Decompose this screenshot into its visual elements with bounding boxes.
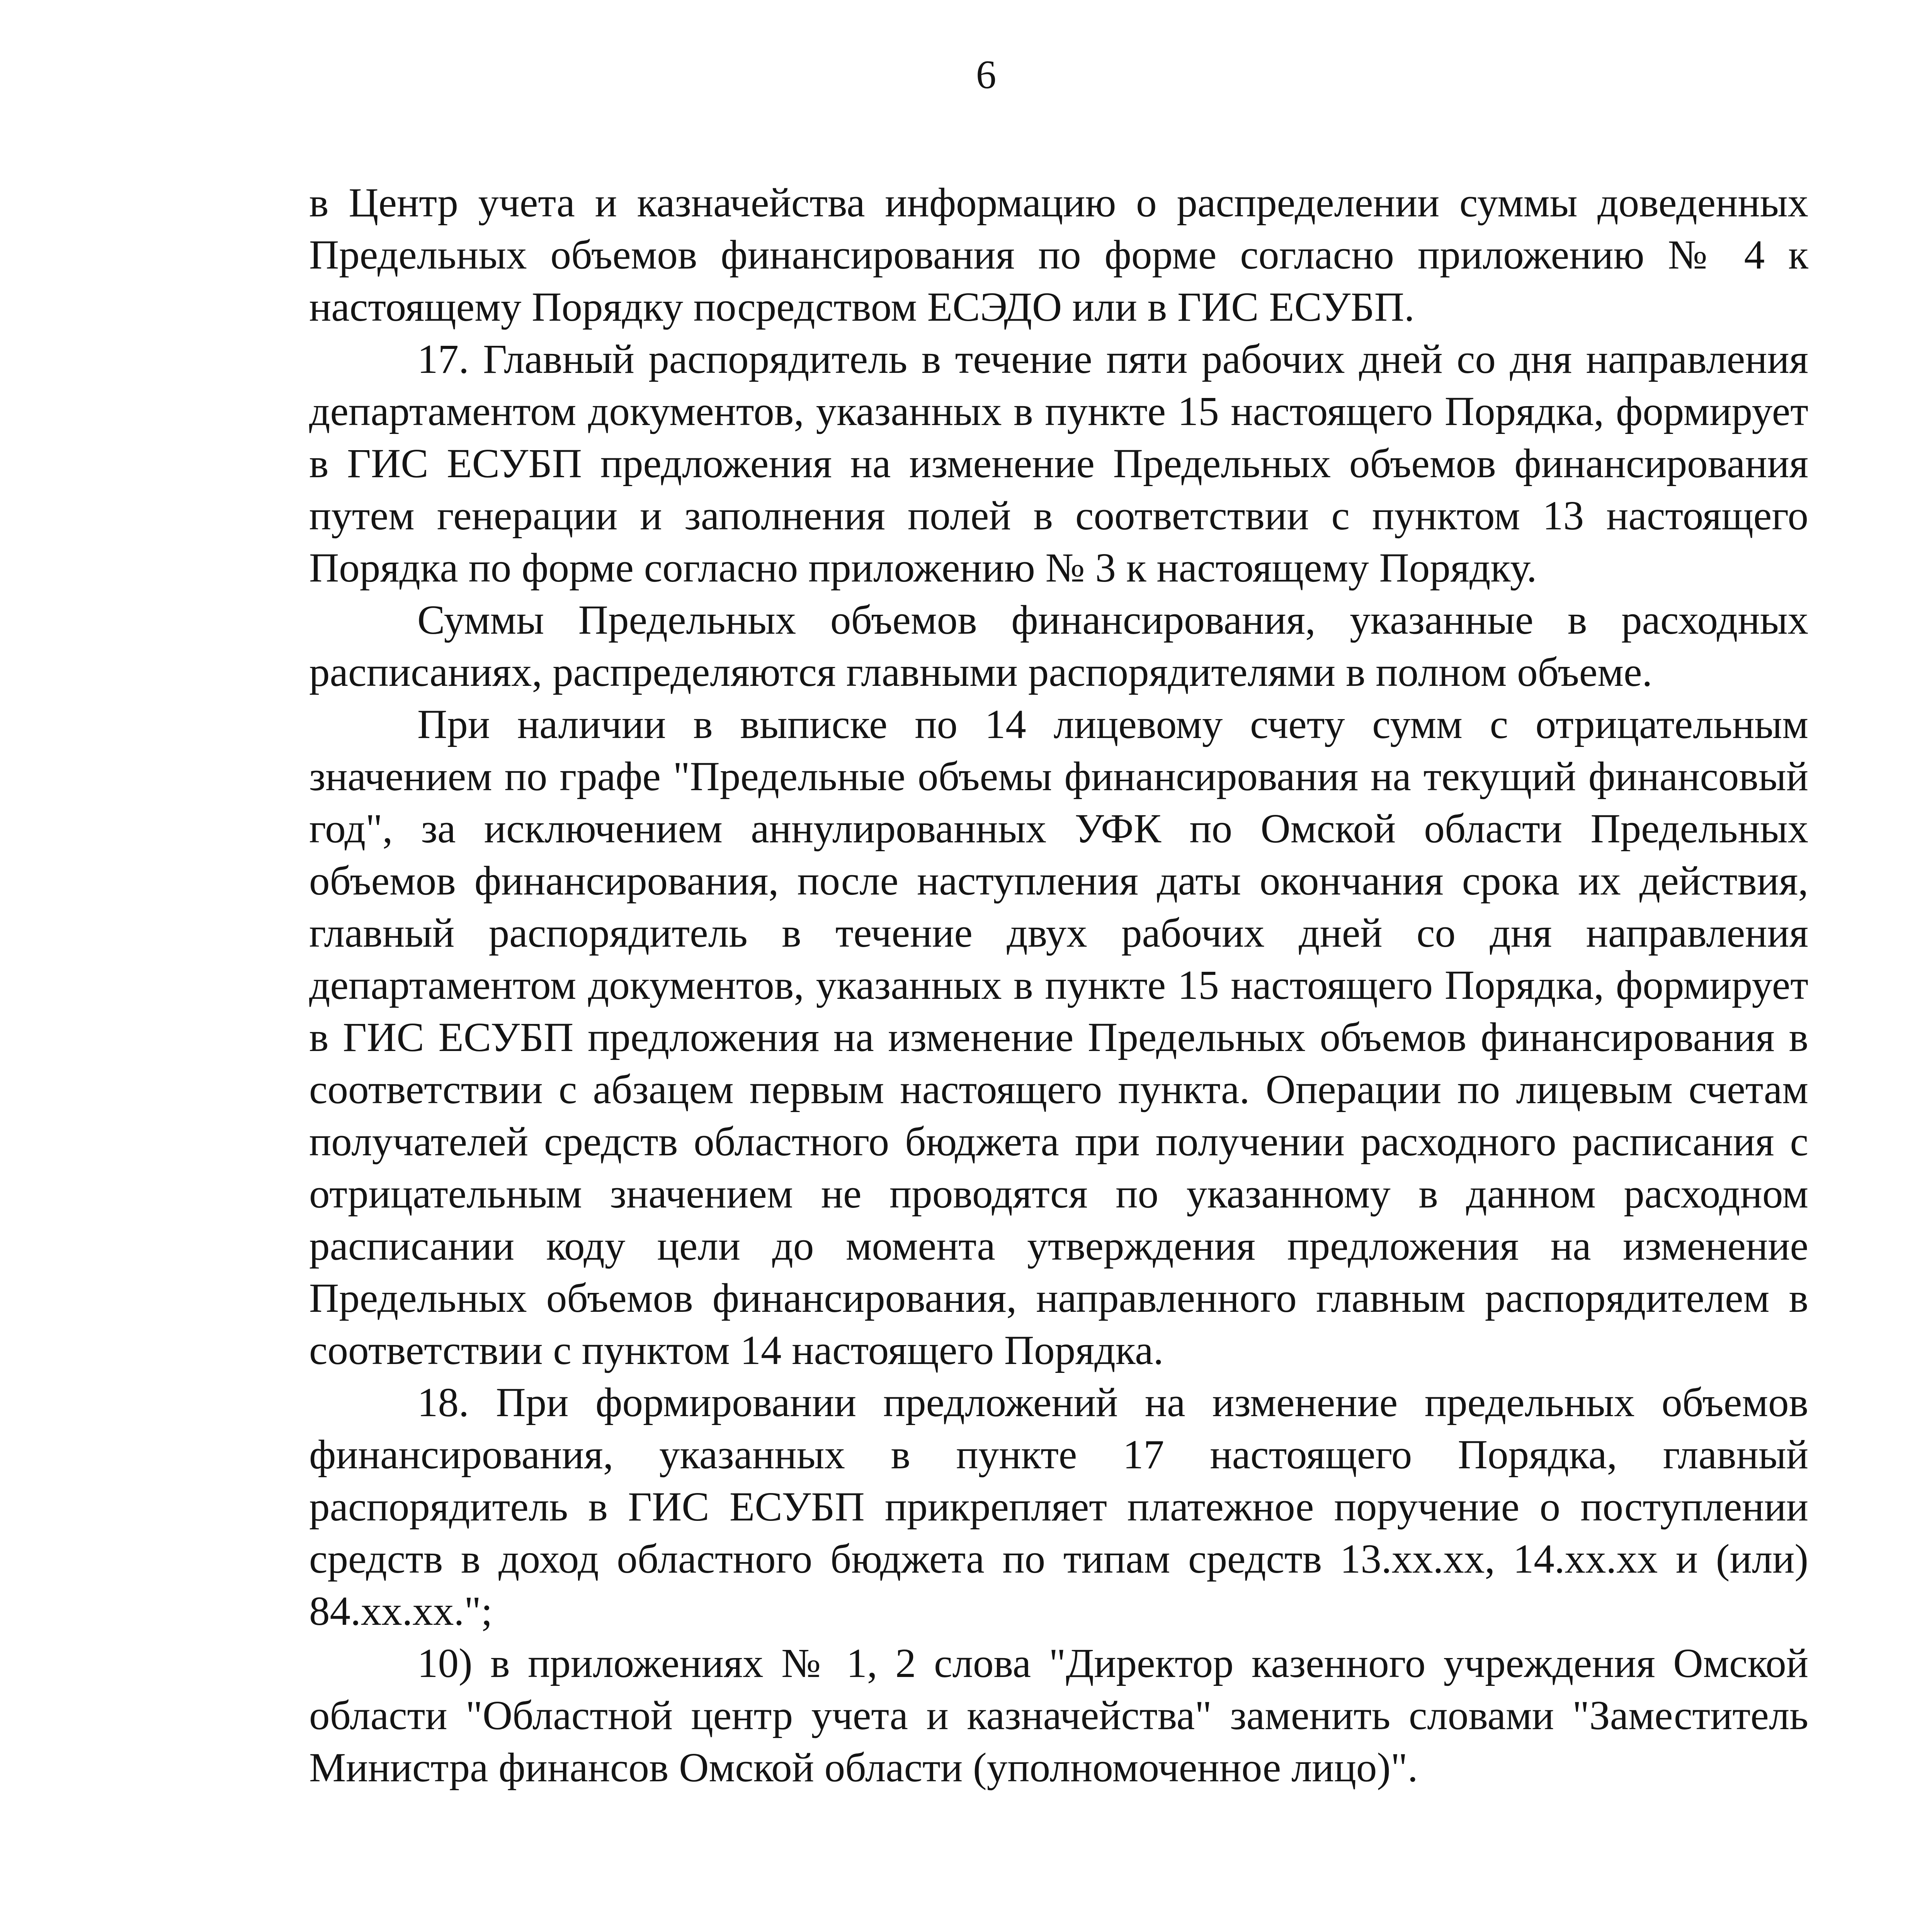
paragraph-negative-values: При наличии в выписке по 14 лицевому счету сумм с отрицательным значением по графе "Предельные объемы финансирования на текущий финансовый год", за исключением аннулированных УФК по Омской области Предельных объемов финансирования, после наступления даты окончания срока их действия, главный распорядитель в течение двух рабочих дней со дня направления департаментом документов, указанных в пункте 15 настоящего Порядка, формирует в ГИС ЕСУБП предложения на изменение Предельных объемов финансирования в соответствии с абзацем первым настоящего пункта. Операции по лицевым счетам получателей средств областного бюджета при получении расходного расписания с отрицательным значением не проводятся по указанному в данном расходном расписании коду цели до момента утверждения предложения на изменение Предельных объемов финансирования, направленного главным распорядителем в соответствии с пунктом 14 настоящего Порядка.	[309, 702, 1808, 1373]
paragraph-item-18: 18. При формировании предложений на изменение предельных объемов финансирования, указанных в пункте 17 настоящего Порядка, главный распорядитель в ГИС ЕСУБП прикрепляет платежное поручение о поступлении средств в доход областного бюджета по типам средств 13.xx.xx, 14.xx.xx и (или) 84.xx.xx.";	[309, 1380, 1808, 1634]
paragraph-continuation: в Центр учета и казначейства информацию о распределении суммы доведенных Предельных объемов финансирования по форме согласно приложению № 4 к настоящему Порядку посредством ЕСЭДО или в ГИС ЕСУБП.	[309, 180, 1808, 330]
document-body	[309, 177, 1808, 1794]
paragraph-item-17: 17. Главный распорядитель в течение пяти рабочих дней со дня направления департаментом документов, указанных в пункте 15 настоящего Порядка, формирует в ГИС ЕСУБП предложения на изменение Предельных объемов финансирования путем генерации и заполнения полей в соответствии с пунктом 13 настоящего Порядка по форме согласно приложению № 3 к настоящему Порядку.	[309, 337, 1808, 591]
paragraph-amounts: Суммы Предельных объемов финансирования, указанные в расходных расписаниях, распределяются главными распорядителями в полном объеме.	[309, 597, 1808, 695]
paragraph-item-10: 10) в приложениях № 1, 2 слова "Директор казенного учреждения Омской области "Областной центр учета и казначейства" заменить словами "Заместитель Министра финансов Омской области (уполномоченное лицо)".	[309, 1641, 1808, 1791]
page-number: 6	[976, 52, 997, 97]
